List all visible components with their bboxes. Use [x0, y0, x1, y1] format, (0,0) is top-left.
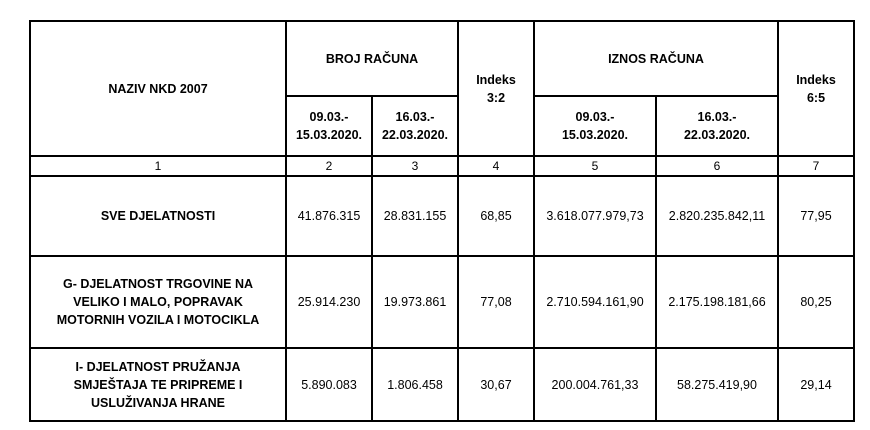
activity-name: G- DJELATNOST TRGOVINE NA	[62, 277, 254, 291]
value-cell: 77,95	[778, 176, 854, 256]
value-cell: 2.175.198.181,66	[656, 256, 778, 348]
column-number: 5	[534, 156, 656, 176]
activity-name-cell	[30, 348, 286, 421]
column-number: 6	[656, 156, 778, 176]
header-row-top	[30, 21, 854, 96]
column-number: 2	[286, 156, 372, 176]
column-number: 3	[372, 156, 458, 176]
value-cell: 25.914.230	[286, 256, 372, 348]
activity-name: VELIKO I MALO, POPRAVAK	[73, 295, 243, 309]
table-row	[30, 348, 854, 421]
value-cell: 29,14	[778, 348, 854, 421]
period-start: 16.03.-	[395, 110, 435, 124]
period-start: 09.03.-	[575, 110, 615, 124]
period-end: 22.03.2020.	[381, 128, 449, 142]
activity-name: USLUŽIVANJA HRANE	[90, 395, 226, 410]
iznos-period-2-header	[656, 96, 778, 156]
value-cell: 77,08	[458, 256, 534, 348]
activity-name: SVE DJELATNOSTI	[100, 209, 216, 223]
value-cell: 30,67	[458, 348, 534, 421]
broj-period-2-header	[372, 96, 458, 156]
period-end: 22.03.2020.	[683, 128, 751, 142]
column-number: 1	[30, 156, 286, 176]
value-cell: 2.710.594.161,90	[534, 256, 656, 348]
indeks-3-2-header	[458, 21, 534, 156]
iznos-racuna-header: IZNOS RAČUNA	[534, 21, 778, 96]
table-row	[30, 256, 854, 348]
value-cell: 41.876.315	[286, 176, 372, 256]
period-start: 16.03.-	[697, 110, 737, 124]
period-end: 15.03.2020.	[295, 128, 363, 142]
activity-name: SMJEŠTAJA TE PRIPREME I	[73, 377, 243, 392]
value-cell: 3.618.077.979,73	[534, 176, 656, 256]
value-cell: 200.004.761,33	[534, 348, 656, 421]
activity-name: MOTORNIH VOZILA I MOTOCIKLA	[56, 313, 260, 327]
iznos-period-1-header	[534, 96, 656, 156]
naziv-nkd-header: NAZIV NKD 2007	[30, 21, 286, 156]
nkd-statistics-table	[29, 20, 855, 422]
activity-name-cell	[30, 256, 286, 348]
period-start: 09.03.-	[309, 110, 349, 124]
indeks-6-5-label: Indeks	[796, 72, 836, 87]
broj-period-1-header	[286, 96, 372, 156]
column-number: 4	[458, 156, 534, 176]
column-number: 7	[778, 156, 854, 176]
value-cell: 1.806.458	[372, 348, 458, 421]
column-number-row	[30, 156, 854, 176]
indeks-6-5-ratio: 6:5	[806, 90, 826, 105]
activity-name: I- DJELATNOST PRUŽANJA	[75, 359, 241, 374]
indeks-6-5-header	[778, 21, 854, 156]
value-cell: 68,85	[458, 176, 534, 256]
activity-name-cell	[30, 176, 286, 256]
table-row	[30, 176, 854, 256]
period-end: 15.03.2020.	[561, 128, 629, 142]
value-cell: 5.890.083	[286, 348, 372, 421]
value-cell: 28.831.155	[372, 176, 458, 256]
broj-racuna-header: BROJ RAČUNA	[286, 21, 458, 96]
indeks-3-2-label: Indeks	[476, 72, 516, 87]
value-cell: 80,25	[778, 256, 854, 348]
value-cell: 2.820.235.842,11	[656, 176, 778, 256]
value-cell: 58.275.419,90	[656, 348, 778, 421]
indeks-3-2-ratio: 3:2	[486, 90, 506, 105]
value-cell: 19.973.861	[372, 256, 458, 348]
